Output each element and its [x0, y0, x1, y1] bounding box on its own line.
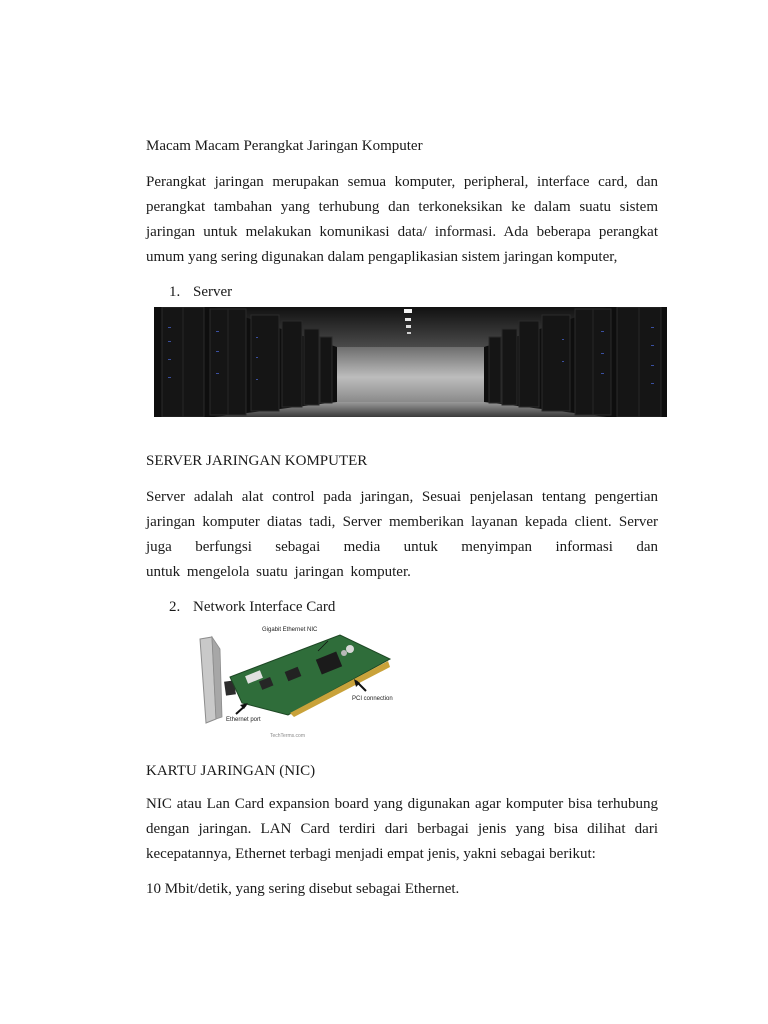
nic-heading: KARTU JARINGAN (NIC) — [146, 763, 316, 779]
server-heading: SERVER JARINGAN KOMPUTER — [146, 453, 368, 469]
list-number: 1. — [169, 284, 181, 300]
nic-line-1: NIC atau Lan Card expansion board yang digunakan agar komputer bisa terhubung — [146, 796, 658, 812]
nic-title-label: Gigabit Ethernet NIC — [262, 627, 318, 633]
nic-image — [190, 619, 400, 747]
intro-line-4: umum yang sering digunakan dalam pengaplikasian sistem jaringan komputer, — [146, 249, 618, 265]
server-room-image — [154, 307, 667, 417]
intro-line-1: Perangkat jaringan merupakan semua komputer, peripheral, interface card, dan — [146, 174, 658, 190]
last-line: 10 Mbit/detik, yang sering disebut sebagai Ethernet. — [146, 881, 460, 897]
list-item-server — [169, 283, 232, 301]
list-number: 2. — [169, 599, 181, 615]
list-label: Server — [193, 284, 233, 300]
list-label: Network Interface Card — [193, 599, 336, 615]
server-line-3: juga berfungsi sebagai media untuk menyimpan informasi dan — [146, 539, 658, 555]
nic-watermark: TechTerms.com — [270, 733, 306, 739]
list-item-nic — [169, 598, 335, 616]
intro-line-3: jaringan untuk melakukan komunikasi data/ informasi. Ada beberapa perangkat — [146, 224, 658, 240]
nic-port-label: Ethernet port — [226, 717, 261, 723]
server-line-2: jaringan komputer diatas tadi, Server memberikan layanan kepada client. Server — [146, 514, 658, 530]
server-line-1: Server adalah alat control pada jaringan, Sesuai penjelasan tentang pengertian — [146, 489, 658, 505]
intro-line-2: perangkat tambahan yang terhubung dan terkoneksikan ke dalam suatu sistem — [146, 199, 658, 215]
document-title: Macam Macam Perangkat Jaringan Komputer — [146, 138, 423, 154]
nic-line-2: dengan jaringan. LAN Card terdiri dari berbagai jenis yang bisa dilihat dari — [146, 821, 658, 837]
nic-line-3: kecepatannya, Ethernet terbagi menjadi empat jenis, yakni sebagai berikut: — [146, 846, 596, 862]
server-line-4: untuk mengelola suatu jaringan komputer. — [146, 564, 411, 580]
nic-pci-label: PCI connection — [352, 696, 393, 702]
